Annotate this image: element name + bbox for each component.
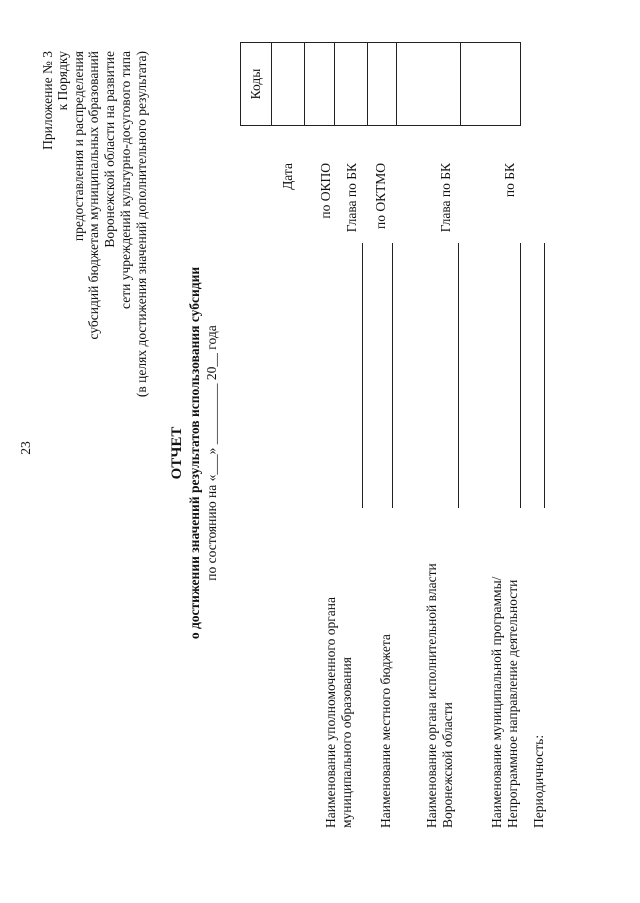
code-cell-date[interactable]	[272, 43, 304, 125]
codes-header: Коды	[248, 68, 263, 100]
page-number: 23	[18, 441, 33, 455]
code-cell-chapter-bk-2[interactable]	[397, 43, 460, 125]
appendix-line-7: (в целях достижения значений дополнительного результата)	[134, 51, 149, 398]
field-underline-periodicity[interactable]	[544, 243, 545, 508]
appendix-line-2: к Порядку	[55, 51, 70, 111]
codes-header-cell	[241, 43, 271, 125]
code-label-date: Дата	[280, 163, 295, 190]
report-title: ОТЧЕТ	[169, 426, 185, 480]
appendix-line-3: предоставления и распределения	[71, 51, 86, 242]
appendix-line-4: субсидий бюджетам муниципальных образований	[86, 51, 101, 340]
appendix-line-6: сети учреждений культурно-досугового типа	[118, 51, 133, 309]
report-subtitle: о достижении значений результатов использования субсидии	[187, 266, 202, 640]
field-label-municipal-program-2: Непрограммное направление деятельности	[505, 579, 520, 828]
code-cell-bk[interactable]	[461, 43, 519, 125]
code-cell-chapter-bk-1[interactable]	[335, 43, 367, 125]
field-label-authorized-body: Наименование уполномоченного органа	[323, 597, 338, 828]
field-label-periodicity: Периодичность:	[531, 734, 546, 828]
appendix-line-1: Приложение № 3	[40, 51, 55, 150]
codes-table	[240, 42, 521, 126]
code-cell-oktmo[interactable]	[368, 43, 396, 125]
field-underline-executive-authority[interactable]	[458, 243, 459, 508]
field-underline-municipal-program[interactable]	[520, 243, 521, 508]
code-label-chapter-bk-2: Глава по БК	[438, 163, 453, 233]
code-label-okpo: по ОКПО	[318, 163, 333, 219]
code-cell-okpo[interactable]	[305, 43, 334, 125]
field-underline-authorized-body[interactable]	[362, 243, 363, 508]
field-underline-local-budget[interactable]	[392, 243, 393, 508]
field-label-executive-authority-2: Воронежской области	[440, 702, 455, 828]
field-label-local-budget: Наименование местного бюджета	[378, 634, 393, 828]
field-label-authorized-body-2: муниципального образования	[339, 657, 354, 828]
appendix-line-5: Воронежской области на развитие	[102, 51, 117, 248]
code-label-bk: по БК	[502, 163, 517, 198]
field-label-municipal-program: Наименование муниципальной программы/	[489, 576, 504, 828]
report-date-line: по состоянию на «___» _________ 20__ года	[204, 325, 219, 581]
code-label-chapter-bk-1: Глава по БК	[344, 163, 359, 233]
field-label-executive-authority: Наименование органа исполнительной власти	[424, 563, 439, 828]
code-label-oktmo: по ОКТМО	[373, 163, 388, 229]
